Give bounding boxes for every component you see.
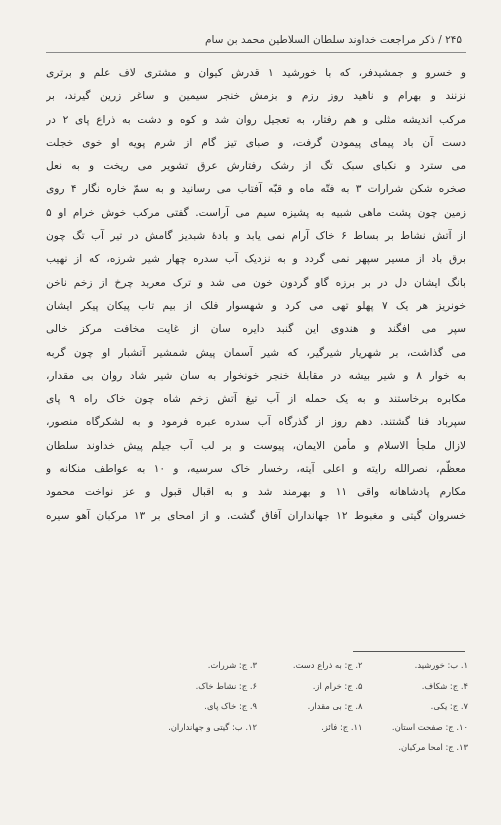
header-divider (46, 52, 466, 53)
footnote-divider (353, 651, 465, 652)
text-line: می گذاشت، بر شهریار شیرگیر، که شیر آسمان پیش شمشیر آتشبار او چون گربه (46, 346, 466, 359)
text-line: بانگ ایشان دل در بر برزه گاو گردون خون می شد و ترک معربد چرخ از زخم ناخن (46, 276, 466, 289)
text-line: می سترد و نکبای سبک تگ از رشک رفتارش عرق تشویر می ریخت و به نعل (46, 160, 466, 173)
footnote: ۱۳. ج: امحا مرکبان. (398, 742, 468, 753)
footnotes (46, 655, 468, 758)
text-line: سپرباد فنا گشتند. دهم روز از گذرگاه آب سدره عبره فرمود و به لشکرگاه منصور، (46, 416, 466, 429)
footnote: ۴. ج: شکاف. (421, 680, 468, 691)
footnote: ۷. ج: یکی. (430, 701, 468, 712)
footnote-row (46, 696, 468, 717)
text-line: خونریز هر یک ۷ پهلو تهی می کرد و شهسوار فلک از بیم تاب پیکان پیکر ایشان (46, 299, 466, 312)
footnote: ۱۰. ج: صفحت استان. (391, 721, 468, 732)
footnote-row (46, 676, 468, 697)
text-line: مرکب اندیشه مثلی و هم رفتار، به تعجیل روان شد و کوه و دشت به ذراع پای ۲ در (46, 113, 466, 126)
footnote-row (46, 737, 468, 758)
text-line: به خوار ۸ و شیر بیشه در مقابلهٔ خنجر خونخوار به سان شیر شاد روان بی مقدار، (46, 369, 466, 382)
footnote: ۲. ج: به ذراع دست. (292, 660, 363, 671)
footnote: ۱۲. ب: گیتی و جهانداران. (168, 721, 257, 732)
text-line: مکارم پادشاهانه واقی ۱۱ و بهرمند شد و به اقبال قبول و عز نواخت محمود (46, 486, 466, 499)
text-line: معظّم، نصرالله رایته و اعلی آیته، رخسار خاک سرسیه، و ۱۰ به عواطف منکانه و (46, 463, 466, 476)
footnote: ۸. ج: بی مقدار. (307, 701, 363, 712)
text-line: از آتش نشاط بر بساط ۶ خاک آرام نمی یابد و بادهٔ شبدیز گامش در تیر آب تگ چون (46, 230, 466, 243)
footnote: ۹. ج: خاک پای. (204, 701, 257, 712)
text-line: لازال ملجأ الاسلام و مأمن الایمان، پیوست و بر لب آب جیلم پیش خداوند سلطان (46, 439, 466, 452)
text-line: سپر می افگند و هندوی این گنبد دایره سان از غایت مخافت مرکز خالی (46, 323, 466, 336)
footnote-row (46, 717, 468, 738)
text-line: خسروان گیتی و مغبوط ۱۲ جهانداران آفاق گشت. و از امحای بر ۱۳ مرکبان آهو سیره (46, 509, 466, 522)
text-line: و خسرو و جمشیدفر، که با خورشید ۱ قدرش کیوان و مشتری لاف علم و برتری (46, 67, 466, 79)
footnote: ۶. ج: نشاط خاک. (195, 680, 257, 691)
footnote: ۳. ج: شررات. (207, 660, 257, 671)
text-line: نزنند و بهرام و ناهید روز رزم و بزمش خنجر سیمین و ساغر زرین گیرند، بر (46, 90, 466, 103)
text-line: مکابره برخاستند و به یک حمله از آب تیغ آتش زخم شاه چون خاک راه ۹ پای (46, 393, 466, 406)
text-line: صخره شکن شرارات ۳ به فتّه ماه و قبّه آفتاب می رسانید و به سمّ خاره نگار ۴ روی (46, 183, 466, 196)
footnote: ۱. ب: خورشید. (414, 660, 468, 671)
footnote-row (46, 655, 468, 676)
body-text (46, 62, 466, 528)
text-line: زمین چون پشت ماهی شبیه به پشیزه سیم می آراست. گفتی مرکب خوش خرام او ۵ (46, 206, 466, 219)
text-line: برق باد از مسیر سپهر نمی گردد و به نزدیک آب سدره چهار شیر شرزه، که از نهیب (46, 253, 466, 266)
footnote: ۵. ج: خرام از. (312, 680, 363, 691)
page-header: ۲۴۵ / ذکر مراجعت خداوند سلطان السلاطین محمد بن سام (204, 34, 462, 46)
text-line: دست آن باد پیمای پیمودن گرفت، و صبای تیز گام از شرم پویه او خوی خجلت (46, 136, 466, 149)
footnote: ۱۱. ج: فائز. (321, 721, 363, 732)
